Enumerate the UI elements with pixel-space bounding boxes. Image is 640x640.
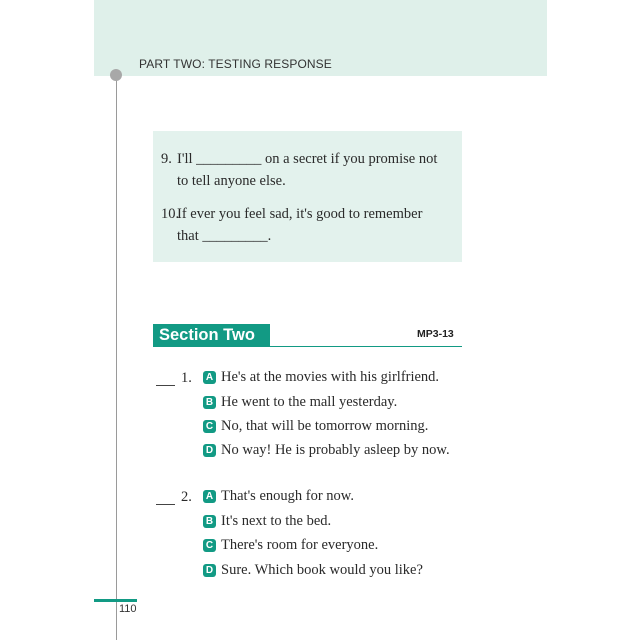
option-badge: D bbox=[203, 444, 216, 457]
option-text: It's next to the bed. bbox=[221, 513, 332, 529]
option-badge: B bbox=[203, 515, 216, 528]
question-9-line1: I'll _________ on a secret if you promise not bbox=[177, 151, 438, 167]
option-text: No, that will be tomorrow morning. bbox=[221, 418, 429, 434]
question-10 bbox=[161, 203, 461, 249]
page-number: 110 bbox=[119, 603, 137, 615]
option-badge: C bbox=[203, 420, 216, 433]
audio-track-label: MP3-13 bbox=[417, 328, 454, 340]
margin-line bbox=[116, 74, 117, 640]
page-number-bar bbox=[94, 599, 137, 602]
section-rule bbox=[270, 346, 462, 347]
option-text: He's at the movies with his girlfriend. bbox=[221, 369, 440, 385]
question-10-number: 10. bbox=[161, 206, 180, 222]
option-text: He went to the mall yesterday. bbox=[221, 394, 398, 410]
question-10-line1: If ever you feel sad, it's good to remember bbox=[177, 206, 423, 222]
option-badge: D bbox=[203, 564, 216, 577]
option-text: That's enough for now. bbox=[221, 488, 354, 504]
option-badge: A bbox=[203, 490, 216, 503]
margin-dot bbox=[110, 69, 122, 81]
answer-blank-2[interactable] bbox=[156, 504, 175, 505]
option-text: Sure. Which book would you like? bbox=[221, 562, 423, 578]
option-badge: B bbox=[203, 396, 216, 409]
option-badge: A bbox=[203, 371, 216, 384]
question-1-number: 1. bbox=[181, 370, 192, 386]
section-title: Section Two bbox=[153, 324, 270, 347]
question-9-number: 9. bbox=[161, 151, 172, 167]
question-9-line2: to tell anyone else. bbox=[177, 173, 286, 189]
question-9 bbox=[161, 148, 461, 194]
option-text: There's room for everyone. bbox=[221, 537, 379, 553]
option-text: No way! He is probably asleep by now. bbox=[221, 442, 450, 458]
question-2-number: 2. bbox=[181, 489, 192, 505]
question-10-line2: that _________. bbox=[177, 228, 272, 244]
answer-blank-1[interactable] bbox=[156, 385, 175, 386]
part-title: PART TWO: TESTING RESPONSE bbox=[139, 57, 332, 71]
option-badge: C bbox=[203, 539, 216, 552]
